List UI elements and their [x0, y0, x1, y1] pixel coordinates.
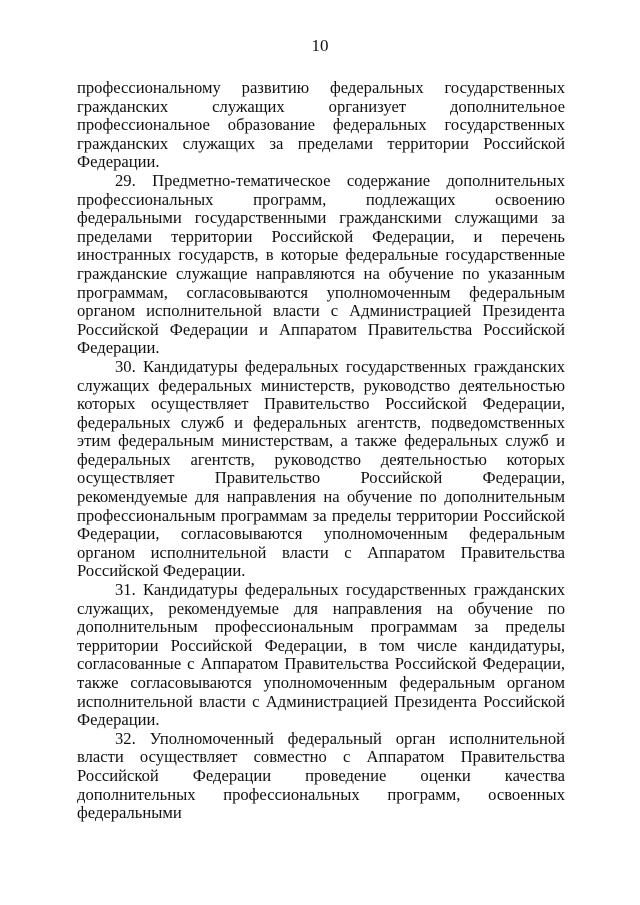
paragraph-continuation: профессиональному развитию федеральных государственных гражданских служащих организует дополнительное профессиональное образование федеральных государственных гражданских служащих за пределами территории Российской Федерации.: [77, 78, 565, 172]
paragraph-32: 32. Уполномоченный федеральный орган исполнительной власти осуществляет совместно с Аппаратом Правительства Российской Федерации проведение оценки качества дополнительных профессиональных программ, освоенных федеральными: [77, 728, 565, 823]
page-number: 10: [311, 36, 329, 55]
document-body: [77, 79, 565, 823]
paragraph-31: 31. Кандидатуры федеральных государственных гражданских служащих, рекомендуемые для направления на обучение по дополнительным профессиональным программам за пределы территории Российской Федерации, в том числе кандидатуры, согласованные с Аппаратом Правительства Российской Федерации, также согласовываются уполномоченным федеральным органом исполнительной власти с Администрацией Президента Российской Федерации.: [77, 580, 565, 730]
paragraph-30: 30. Кандидатуры федеральных государственных гражданских служащих федеральных министерств, руководство деятельностью которых осуществляет Правительство Российской Федерации, федеральных служб и федеральных агентств, подведомственных этим федеральным министерствам, а также федеральных служб и федеральных агентств, руководство деятельностью которых осуществляет Правительство Российской Федерации, рекомендуемые для направления на обучение по дополнительным профессиональным программам за пределы территории Российской Федерации, согласовываются уполномоченным федеральным органом исполнительной власти с Аппаратом Правительства Российской Федерации.: [77, 356, 565, 581]
paragraph-29: 29. Предметно-тематическое содержание дополнительных профессиональных программ, подлежащих освоению федеральными государственными гражданскими служащими за пределами территории Российской Федерации, и перечень иностранных государств, в которые федеральные государственные гражданские служащие направляются на обучение по указанным программам, согласовываются уполномоченным федеральным органом исполнительной власти с Администрацией Президента Российской Федерации и Аппаратом Правительства Российской Федерации.: [77, 170, 565, 358]
